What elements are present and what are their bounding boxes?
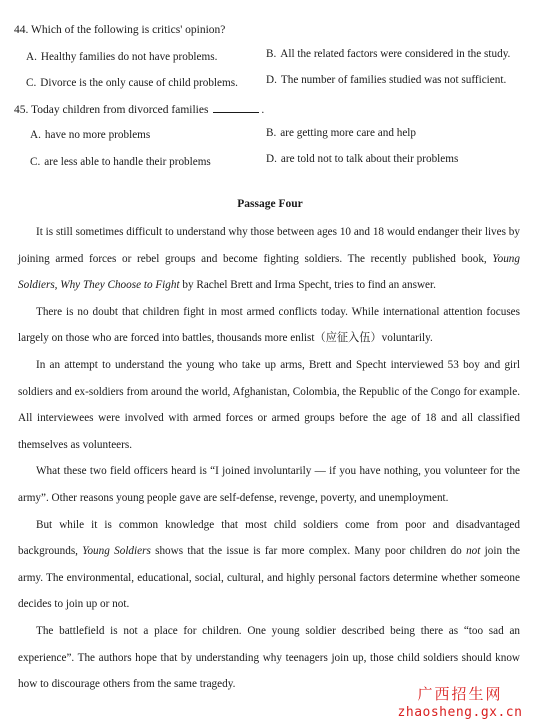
- passage-paragraph-6: The battlefield is not a place for children. One young soldier described being there as “too sad an experience”. The authors hope that by understanding why teenagers join up, those child soldiers should know how to discourage others from the same tragedy.: [18, 624, 520, 691]
- paragraph-text: join the army. The environmental, educational, social, cultural, and highly personal factors determine whether someone decides to join up or not.: [18, 545, 521, 611]
- emphasis-not: not: [466, 545, 481, 558]
- paragraph-text: It is still sometimes difficult to understand why those between ages 10 and 18 would endanger their lives by joining armed forces or rebel groups and become fighting soldiers. The recently published book,: [18, 226, 520, 265]
- passage-body: [18, 219, 520, 698]
- question-45-stem: [14, 103, 264, 116]
- site-watermark: [390, 684, 530, 722]
- question-45-option-c: [30, 156, 211, 168]
- paragraph-text: shows that the issue is far more complex. Many poor children do: [155, 545, 462, 558]
- option-letter: C.: [30, 156, 41, 168]
- passage-paragraph-1: [18, 219, 520, 299]
- passage-title: Passage Four: [237, 198, 303, 210]
- question-45-stem-end: .: [261, 104, 265, 116]
- option-letter: D.: [266, 153, 277, 165]
- option-text: Divorce is the only cause of child problems.: [40, 77, 238, 89]
- option-letter: C.: [26, 77, 37, 89]
- paragraph-text: by Rachel Brett and Irma Specht, tries to find an answer.: [182, 279, 436, 292]
- question-44-stem: 44. Which of the following is critics' opinion?: [14, 24, 226, 36]
- option-text: All the related factors were considered in the study.: [280, 48, 511, 60]
- question-45-stem-text: 45. Today children from divorced families: [14, 104, 209, 116]
- option-text: The number of families studied was not sufficient.: [280, 74, 507, 86]
- question-45-option-b: [266, 127, 416, 139]
- option-letter: D.: [266, 74, 277, 86]
- option-letter: A.: [26, 51, 37, 63]
- option-letter: A.: [30, 129, 41, 141]
- question-45-option-a: [30, 129, 150, 141]
- passage-paragraph-5: [18, 512, 520, 618]
- book-title: Young Soldiers, Why They Choose to Fight: [18, 252, 520, 292]
- watermark-chinese: 广西招生网: [417, 685, 503, 703]
- watermark-url: zhaosheng.gx.cn: [397, 705, 523, 720]
- passage-paragraph-2: There is no doubt that children fight in most armed conflicts today. While international attention focuses largely on those who are forced into battles, thousands more enlist（应征入伍）voluntarily.: [18, 305, 520, 345]
- option-text: are told not to talk about their problems: [280, 153, 459, 165]
- question-44-option-b: [266, 48, 510, 60]
- option-text: have no more problems: [44, 129, 151, 141]
- answer-blank: [213, 103, 259, 113]
- question-45-option-d: [266, 153, 458, 165]
- paragraph-text: But while it is common knowledge that most child soldiers come from poor and disadvantaged backgrounds,: [18, 518, 520, 558]
- question-44-option-c: [26, 77, 238, 89]
- question-44-option-a: [26, 51, 217, 63]
- passage-paragraph-3: In an attempt to understand the young who take up arms, Brett and Specht interviewed 53 boy and girl soldiers and ex-soldiers from around the world, Afghanistan, Colombia, the Republic of the Congo for example. All interviewees were involved with armed forces or armed groups before the age of 18 and all classified themselves as volunteers.: [18, 358, 520, 451]
- option-text: are getting more care and help: [280, 127, 417, 139]
- option-letter: B.: [266, 48, 277, 60]
- option-letter: B.: [266, 127, 277, 139]
- question-44-option-d: [266, 74, 506, 86]
- passage-paragraph-4: What these two field officers heard is “I joined involuntarily — if you have nothing, you volunteer for the army”. Other reasons young people gave are self-defense, revenge, poverty, and unemployment.: [18, 465, 520, 504]
- option-text: are less able to handle their problems: [44, 156, 211, 168]
- book-title: Young Soldiers: [82, 545, 151, 558]
- option-text: Healthy families do not have problems.: [40, 51, 218, 63]
